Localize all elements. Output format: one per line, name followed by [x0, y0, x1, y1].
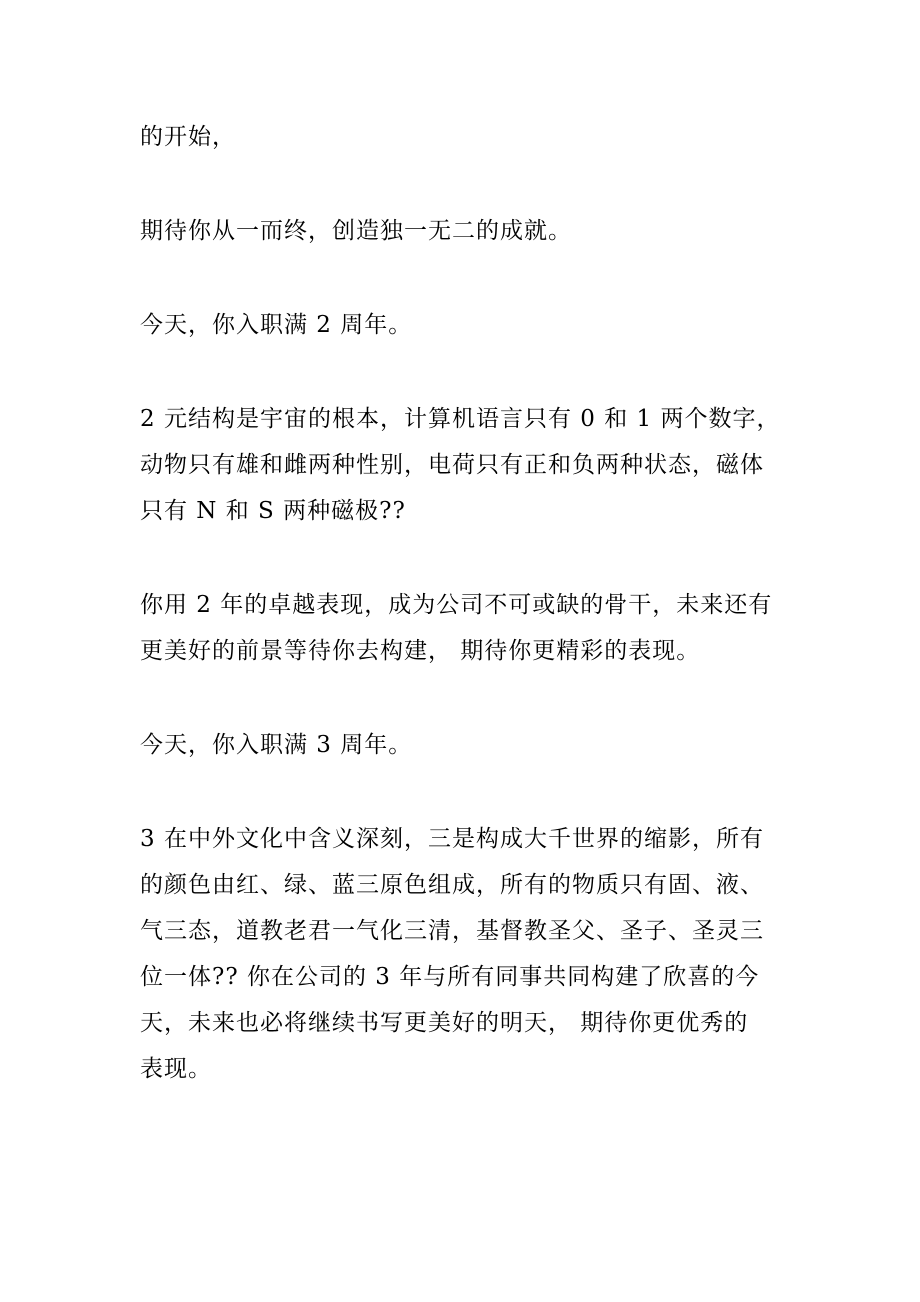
paragraph-expectation: 期待你从一而终，创造独一无二的成就。 [140, 218, 572, 244]
paragraph-three-year-anniversary: 今天，你入职满 3 周年。 [140, 732, 413, 758]
paragraph-three-meaning: 3 在中外文化中含义深刻，三是构成大千世界的缩影，所有 的颜色由红、绿、蓝三原色组成，所有的物质只有固、液、 气三态，道教老君一气化三清，基督教圣父、圣子、圣灵三 位一体?? 你在公司的 3 年与所有同事共同构建了欣喜的今 天，未来也必将继续书写更美好的明天， 期待你更优秀的 表现。 [140, 826, 764, 1082]
paragraph-opening-fragment: 的开始， [140, 124, 236, 150]
document-body [140, 114, 790, 1140]
paragraph-two-year-anniversary: 今天，你入职满 2 周年。 [140, 312, 413, 338]
paragraph-binary-structure: 2 元结构是宇宙的根本，计算机语言只有 0 和 1 两个数字， 动物只有雄和雌两种性别，电荷只有正和负两种状态，磁体 只有 N 和 S 两种磁极?? [140, 406, 781, 524]
paragraph-two-year-performance: 你用 2 年的卓越表现，成为公司不可或缺的骨干，未来还有 更美好的前景等待你去构建， 期待你更精彩的表现。 [140, 592, 773, 664]
